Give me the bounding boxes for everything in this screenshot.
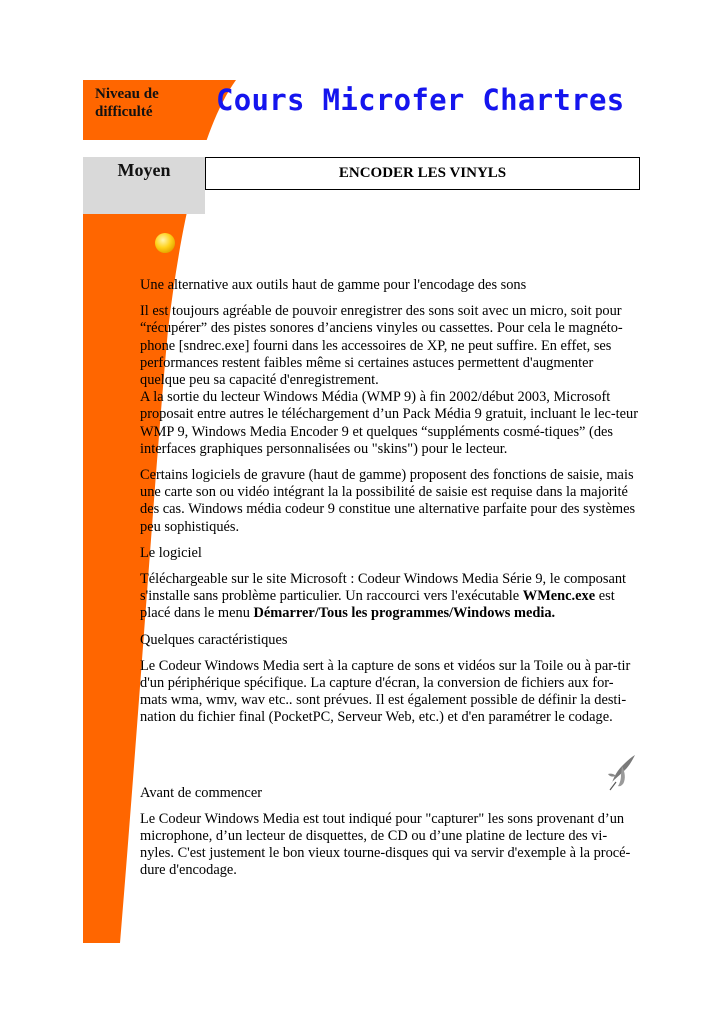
paragraph: Certains logiciels de gravure (haut de gamme) proposent des fonctions de saisie, mais une carte son ou vidéo intégrant la la possibilité de saisie est requise dans la majorité des cas. Windows média codeur 9 constitue une alternative parfaite pour des systèmes peu sophistiqués. (140, 467, 636, 535)
header-divider (83, 140, 283, 157)
section-heading: Le logiciel (140, 544, 202, 561)
paragraph: Il est toujours agréable de pouvoir enregistrer des sons soit avec un micro, soit pour “récupérer” des pistes sonores d’anciens vinyles ou cassettes. Pour cela le magnéto-phone [sndrec.exe] fourni dans les accessoires de XP, ne peut suffire. En effet, ses performances restent faibles même si certaines astuces permettent d'augmenter quelque peu sa capacité d'enregistrement. (140, 303, 623, 389)
lesson-title: ENCODER LES VINYLS (338, 165, 507, 181)
section-heading: Avant de commencer (140, 784, 262, 801)
difficulty-level: Moyen (117, 160, 171, 180)
text: est placé dans le menu (140, 588, 615, 622)
article-body (140, 277, 640, 889)
menu-path: Démarrer/Tous les programmes/Windows media. (253, 605, 556, 622)
intro-line: Une alternative aux outils haut de gamme pour l'encodage des sons (140, 277, 527, 293)
lesson-title-box (205, 157, 640, 190)
section-heading: Quelques caractéristiques (140, 631, 288, 648)
executable-name: WMenc.exe (522, 588, 596, 605)
text: Téléchargeable sur le site Microsoft : Codeur Windows Media Série 9, le composant s'installe sans problème particulier. Un raccourci vers l'exécutable (140, 571, 627, 605)
quill-pen-icon (602, 752, 638, 792)
paragraph: Le Codeur Windows Media est tout indiqué pour "capturer" les sons provenant d’un microphone, d’un lecteur de disquettes, de CD ou d’une platine de lecture des vi-nyles. C'est justement le bon vieux tourne-disques qui va servir d'exemple à la procé-dure d'encodage. (140, 810, 631, 879)
paragraph: A la sortie du lecteur Windows Média (WMP 9) à fin 2002/début 2003, Microsoft proposait entre autres le téléchargement d’un Pack Média 9 gratuit, incluant le lec-teur WMP 9, Windows Media Encoder 9 et quelques “suppléments cosmé-tiques” (des interfaces graphiques personnalisées ou "skins") pour le lecteur. (140, 389, 639, 457)
bullet-circle-icon (154, 232, 176, 254)
difficulty-label: Niveau de difficulté (95, 86, 159, 120)
paragraph: Le Codeur Windows Media sert à la capture de sons et vidéos sur la Toile ou à par-tir d'un périphérique spécifique. La capture d'écran, la conversion de fichiers aux for-mats wma, wmv, wav etc.. sont prévues. Il est également possible de définir la desti-nation du fichier final (PocketPC, Serveur Web, etc.) et d'en paramétrer le codage. (140, 657, 631, 726)
site-title: Cours Microfer Chartres (216, 83, 625, 117)
paragraph (140, 571, 640, 623)
